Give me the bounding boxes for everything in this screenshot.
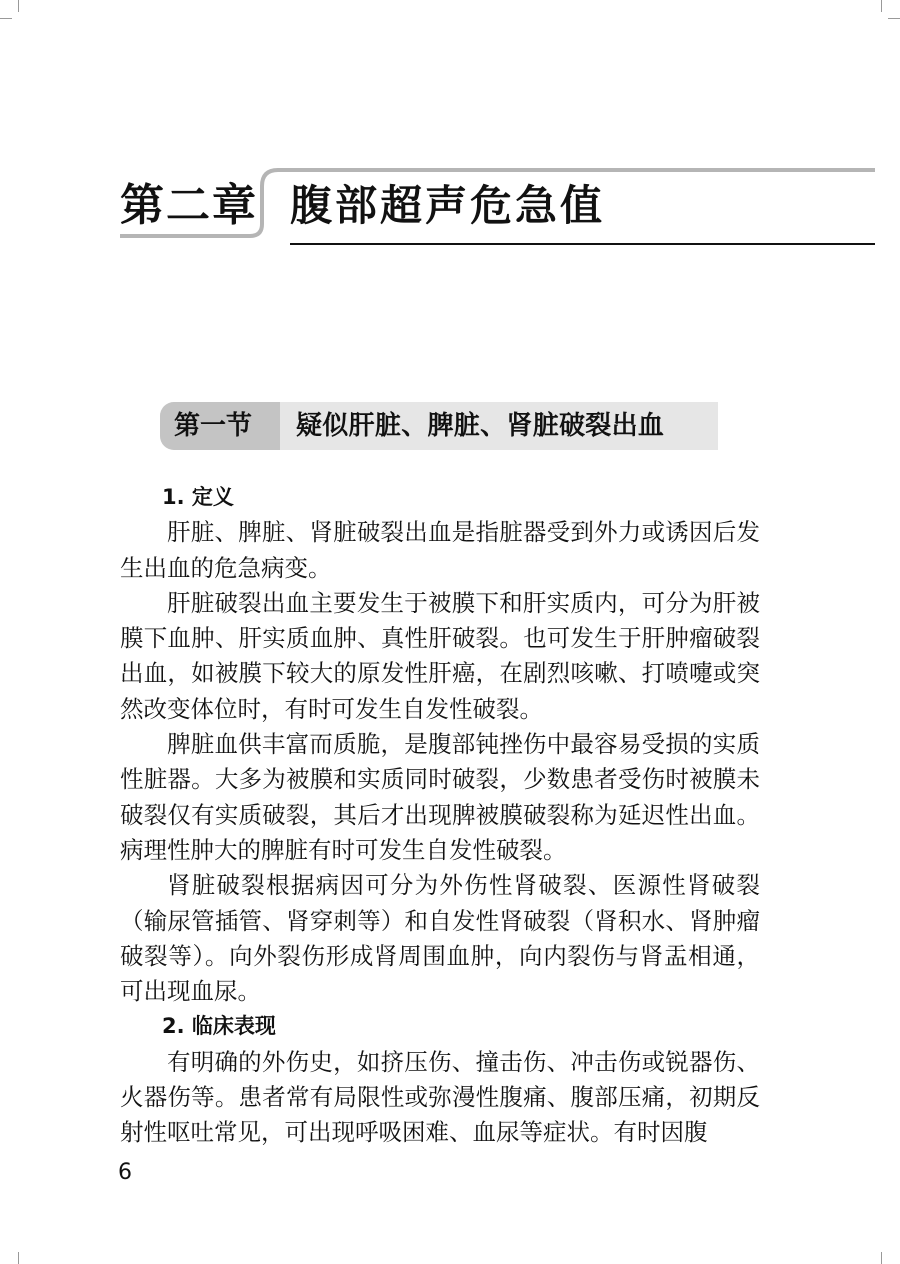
paragraph: 肝脏、脾脏、肾脏破裂出血是指脏器受到外力或诱因后发生出血的危急病变。 xyxy=(120,518,760,582)
body-text xyxy=(120,480,760,1151)
paragraph: 肾脏破裂根据病因可分为外伤性肾破裂、医源性肾破裂（输尿管插管、肾穿刺等）和自发性肾破裂（肾积水、肾肿瘤破裂等）。向外裂伤形成肾周围血肿，向内裂伤与肾盂相通，可出现血尿。 xyxy=(120,871,760,1006)
subheading-definition: 1. 定义 xyxy=(162,485,234,509)
chapter-title: 腹部超声危急值 xyxy=(290,181,606,230)
section-title: 疑似肝脏、脾脏、肾脏破裂出血 xyxy=(296,411,665,441)
crop-mark-bottom-right-v xyxy=(881,1252,882,1264)
section-number: 第一节 xyxy=(174,411,253,441)
paragraph: 肝脏破裂出血主要发生于被膜下和肝实质内，可分为肝被膜下血肿、肝实质血肿、真性肝破裂。也可发生于肝肿瘤破裂出血，如被膜下较大的原发性肝癌，在剧烈咳嗽、打喷嚏或突然改变体位时，有时可发生自发性破裂。 xyxy=(120,588,760,723)
page-number: 6 xyxy=(118,1160,132,1185)
crop-mark-bottom-left-v xyxy=(18,1252,19,1264)
paragraph: 脾脏血供丰富而质脆，是腹部钝挫伤中最容易受损的实质性脏器。大多为被膜和实质同时破裂，少数患者受伤时被膜未破裂仅有实质破裂，其后才出现脾被膜破裂称为延迟性出血。病理性肿大的脾脏有时可发生自发性破裂。 xyxy=(120,730,760,864)
paragraph: 有明确的外伤史，如挤压伤、撞击伤、冲击伤或锐器伤、火器伤等。患者常有局限性或弥漫性腹痛、腹部压痛，初期反射性呕吐常见，可出现呼吸困难、血尿等症状。有时因腹 xyxy=(120,1047,760,1147)
subheading-clinical: 2. 临床表现 xyxy=(162,1014,276,1039)
chapter-number: 第二章 xyxy=(120,180,258,231)
